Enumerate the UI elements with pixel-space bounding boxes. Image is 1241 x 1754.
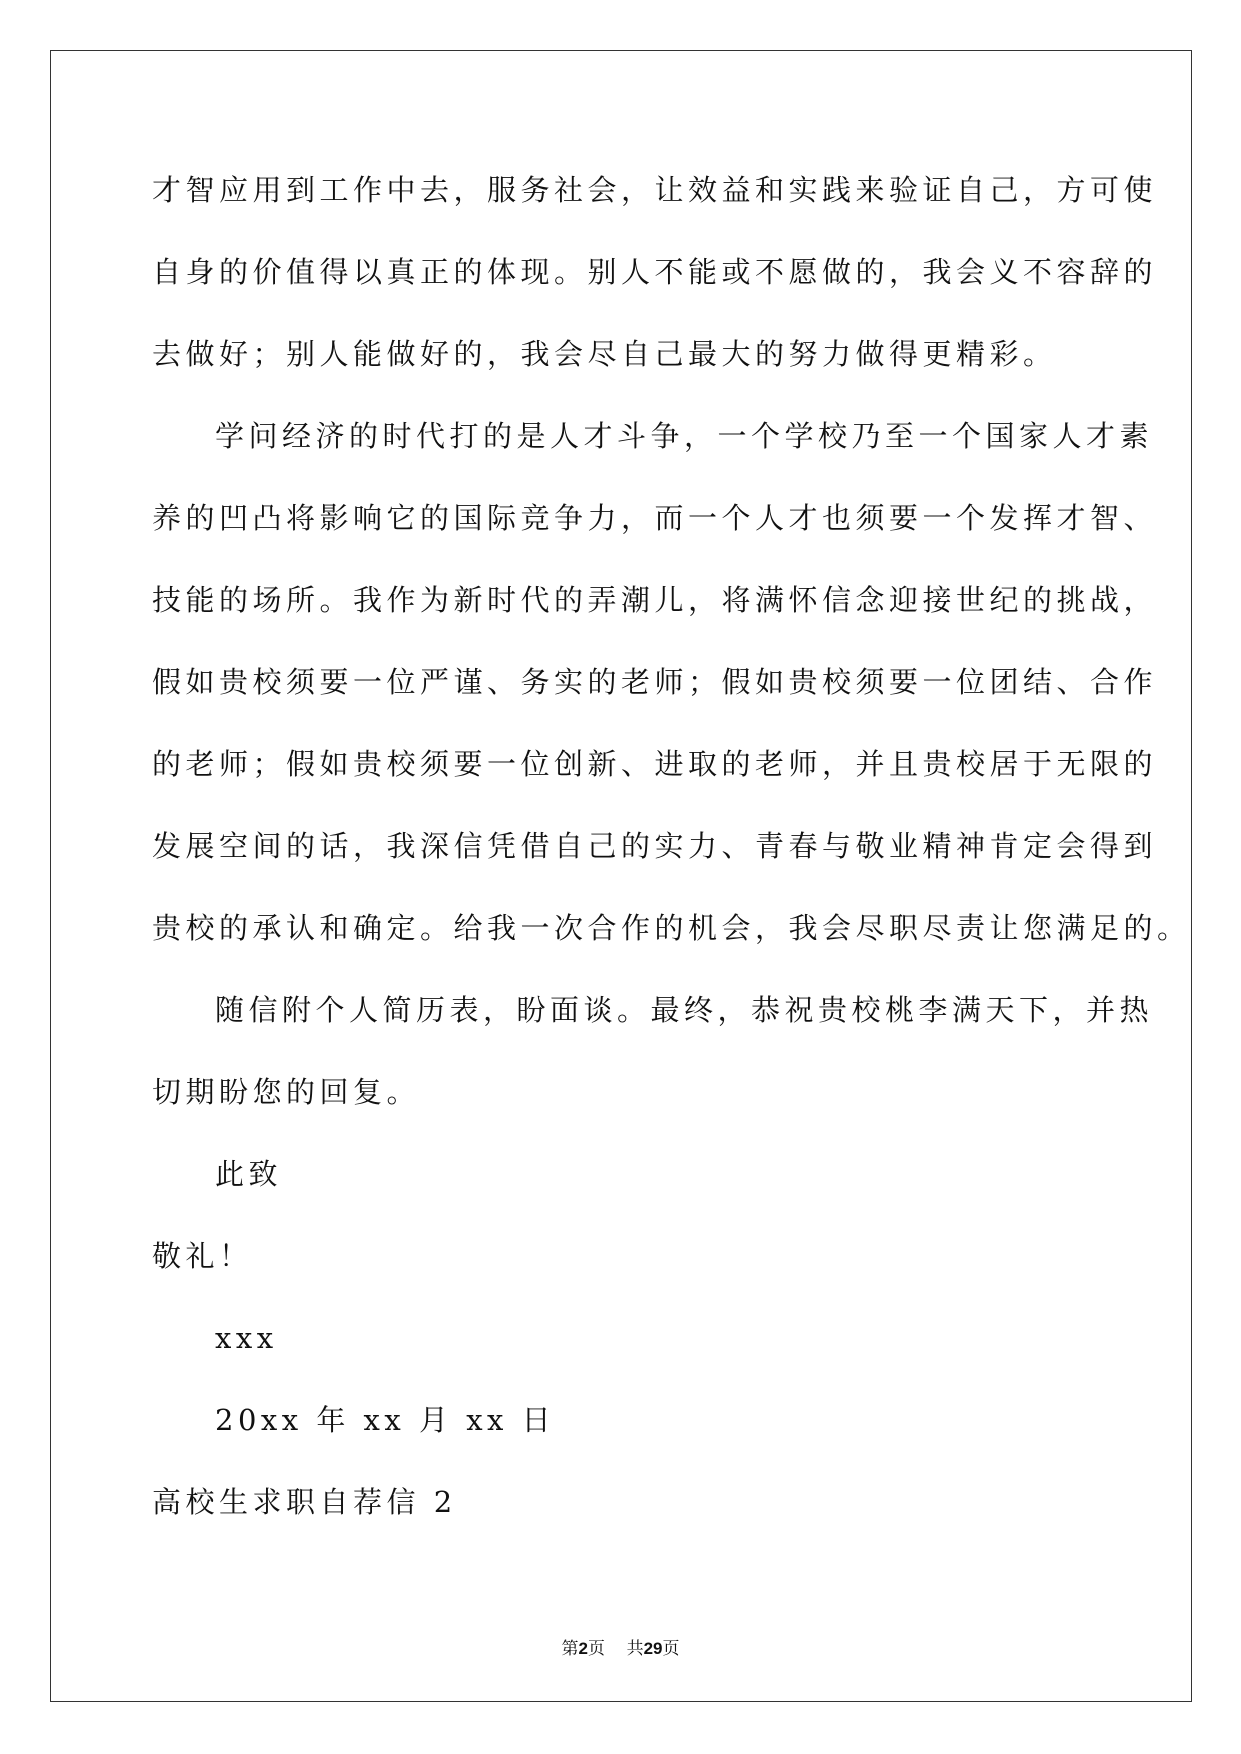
signature-line: xxx <box>215 1321 278 1355</box>
footer-page-suffix: 页 <box>587 1639 605 1659</box>
salutation-line: 此致 <box>215 1157 283 1191</box>
text-line: 去做好；别人能做好的，我会尽自己最大的努力做得更精彩。 <box>152 337 1057 371</box>
footer-prefix: 第 <box>561 1639 579 1659</box>
closing-line: 敬礼！ <box>152 1239 253 1273</box>
page-footer <box>0 1634 1241 1659</box>
text-line: 的老师；假如贵校须要一位创新、进取的老师，并且贵校居于无限的 <box>152 747 1158 781</box>
text-line: 假如贵校须要一位严谨、务实的老师；假如贵校须要一位团结、合作 <box>152 665 1158 699</box>
footer-total-suffix: 页 <box>662 1639 680 1659</box>
paragraph-start-line: 随信附个人简历表，盼面谈。最终，恭祝贵校桃李满天下，并热 <box>215 993 1154 1027</box>
section-heading: 高校生求职自荐信 2 <box>152 1485 457 1519</box>
text-line: 切期盼您的回复。 <box>152 1075 421 1109</box>
current-page-number: 2 <box>578 1639 588 1658</box>
total-page-count: 29 <box>643 1639 663 1658</box>
text-line: 才智应用到工作中去，服务社会，让效益和实践来验证自己，方可使 <box>152 173 1158 207</box>
paragraph-start-line: 学问经济的时代打的是人才斗争，一个学校乃至一个国家人才素 <box>215 419 1154 453</box>
letter-body <box>152 162 1191 1556</box>
date-line: 20xx 年 xx 月 xx 日 <box>215 1403 556 1437</box>
text-line: 自身的价值得以真正的体现。别人不能或不愿做的，我会义不容辞的 <box>152 255 1158 289</box>
text-line: 发展空间的话，我深信凭借自己的实力、青春与敬业精神肯定会得到 <box>152 829 1158 863</box>
text-line: 技能的场所。我作为新时代的弄潮儿，将满怀信念迎接世纪的挑战， <box>152 583 1158 617</box>
text-line: 养的凹凸将影响它的国际竞争力，而一个人才也须要一个发挥才智、 <box>152 501 1158 535</box>
footer-total-prefix: 共 <box>626 1639 644 1659</box>
text-line: 贵校的承认和确定。给我一次合作的机会，我会尽职尽责让您满足的。 <box>152 911 1191 945</box>
